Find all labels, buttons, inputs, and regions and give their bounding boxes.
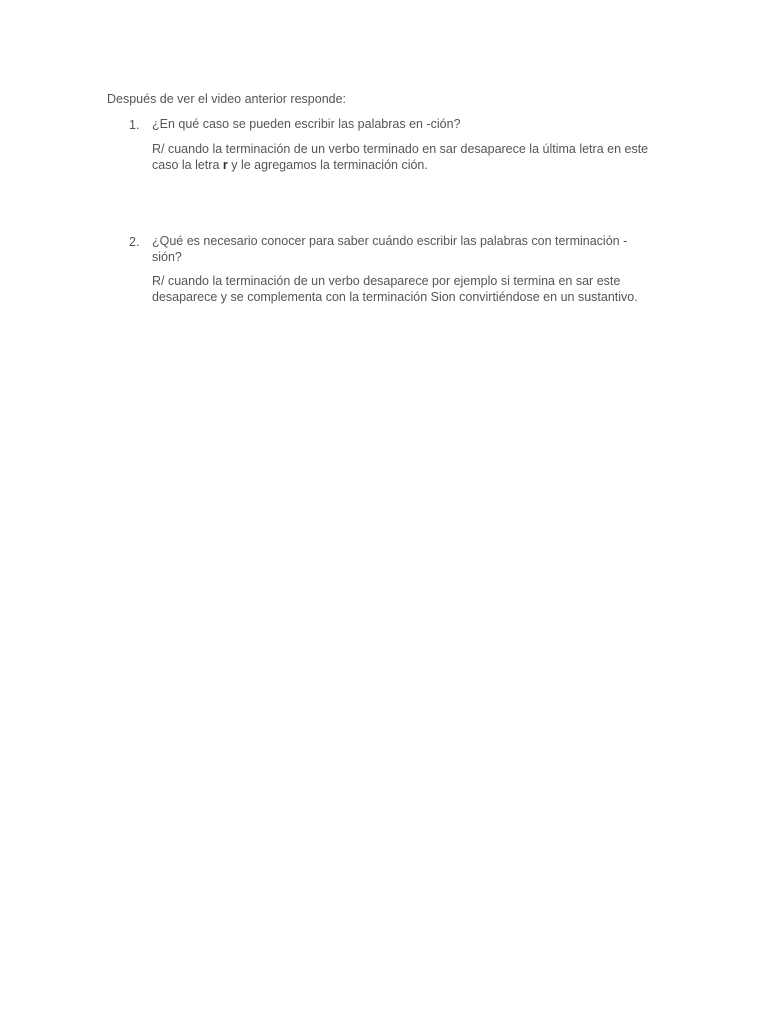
answer-bold-letter: r (222, 157, 228, 172)
question-text: ¿En qué caso se pueden escribir las palabras en -ción? (152, 117, 461, 131)
question-text (152, 234, 662, 265)
question-number: 1. (129, 118, 140, 132)
question-line: ¿Qué es necesario conocer para saber cuándo escribir las palabras con terminación - (152, 234, 628, 248)
intro-text: Después de ver el video anterior responde: (107, 92, 347, 106)
question-item-2 (107, 234, 667, 324)
answer-text: R/ cuando la terminación de un verbo desaparece por ejemplo si termina en sar este desaparece y se complementa con la terminación Sion convirtiéndose en un sustantivo. (152, 274, 638, 304)
answer-text (152, 142, 664, 173)
question-number: 2. (129, 235, 140, 249)
question-line: sión? (152, 249, 182, 264)
answer-part: R/ cuando la terminación de un verbo terminado en sar desaparece la última letra en este caso la letra (152, 142, 649, 172)
answer-part: y le agregamos la terminación ción. (227, 157, 428, 172)
question-item-1 (107, 117, 667, 177)
